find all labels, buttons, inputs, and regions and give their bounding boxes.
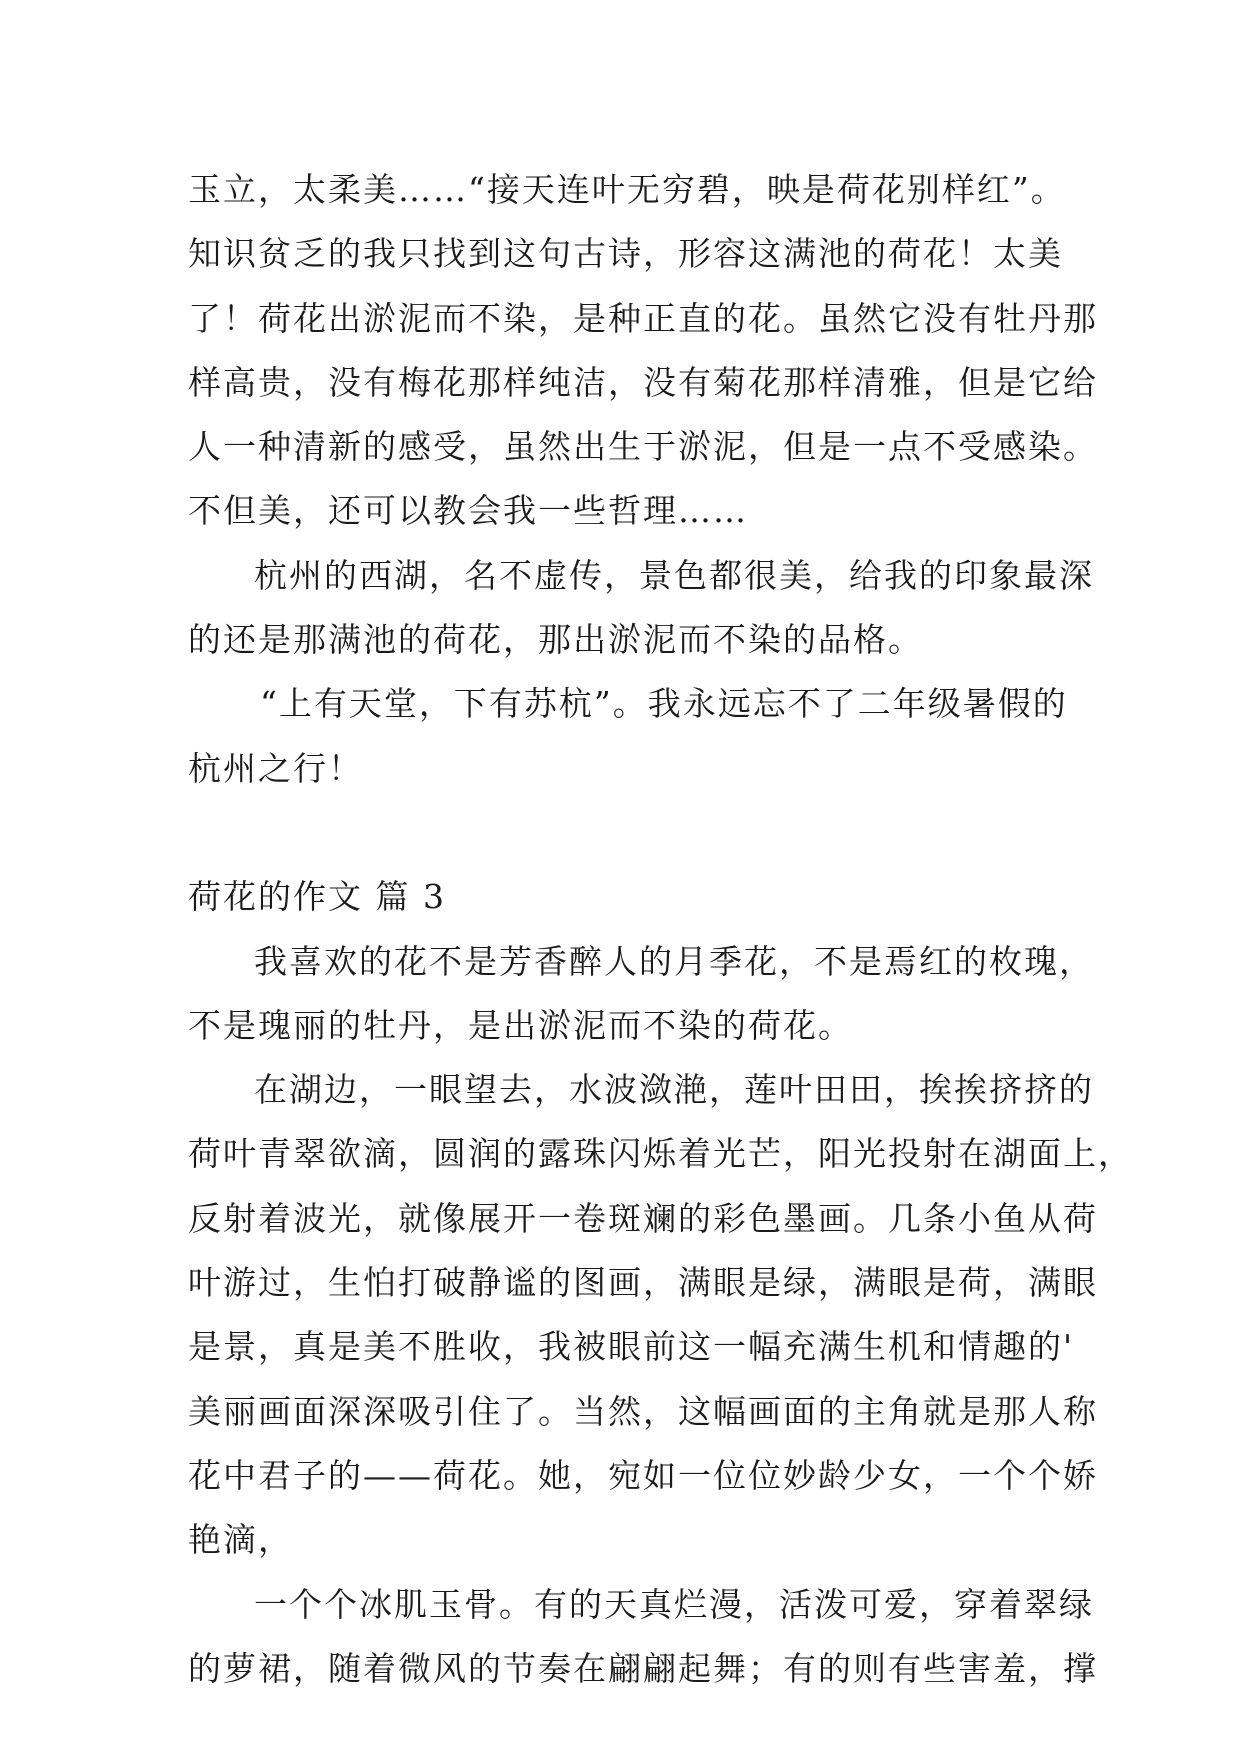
paragraph-line: 一个个冰肌玉骨。有的天真烂漫，活泼可爱，穿着翠绿 bbox=[254, 1584, 1094, 1624]
paragraph-line: 反射着波光，就像展开一卷斑斓的彩色墨画。几条小鱼从荷 bbox=[188, 1198, 1098, 1238]
paragraph-line: 知识贫乏的我只找到这句古诗，形容这满池的荷花！太美 bbox=[188, 234, 1063, 274]
paragraph-line: 花中君子的——荷花。她，宛如一位位妙龄少女，一个个娇 bbox=[188, 1455, 1098, 1495]
paragraph-line: 样高贵，没有梅花那样纯洁，没有菊花那样清雅，但是它给 bbox=[188, 362, 1098, 402]
paragraph-line: 的还是那满池的荷花，那出淤泥而不染的品格。 bbox=[188, 620, 923, 660]
paragraph-line: 叶游过，生怕打破静谧的图画，满眼是绿，满眼是荷，满眼 bbox=[188, 1263, 1098, 1303]
section-heading: 荷花的作文 篇 3 bbox=[188, 877, 446, 917]
paragraph-line: 我喜欢的花不是芳香醉人的月季花，不是焉红的枚瑰， bbox=[254, 941, 1094, 981]
paragraph-line: 在湖边，一眼望去，水波潋滟，莲叶田田，挨挨挤挤的 bbox=[254, 1070, 1094, 1110]
paragraph-line: 的萝裙，随着微风的节奏在翩翩起舞；有的则有些害羞，撑 bbox=[188, 1648, 1098, 1688]
paragraph-line: 玉立，太柔美……“接天连叶无穷碧，映是荷花别样红”。 bbox=[188, 170, 1066, 209]
paragraph-line: 是景，真是美不胜收，我被眼前这一幅充满生机和情趣的' bbox=[188, 1327, 1075, 1367]
paragraph-line: “上有天堂，下有苏杭”。我永远忘不了二年级暑假的 bbox=[260, 684, 1068, 724]
paragraph-line: 美丽画面深深吸引住了。当然，这幅画面的主角就是那人称 bbox=[188, 1391, 1098, 1431]
paragraph-line: 艳滴， bbox=[188, 1520, 293, 1560]
document-body bbox=[188, 158, 1133, 1701]
blank-line bbox=[188, 801, 1068, 865]
paragraph-line: 不但美，还可以教会我一些哲理…… bbox=[188, 491, 748, 531]
paragraph-line: 荷叶青翠欲滴，圆润的露珠闪烁着光芒，阳光投射在湖面上， bbox=[188, 1134, 1133, 1174]
paragraph-line: 了！荷花出淤泥而不染，是种正直的花。虽然它没有牡丹那 bbox=[188, 298, 1098, 338]
paragraph-line: 人一种清新的感受，虽然出生于淤泥，但是一点不受感染。 bbox=[188, 427, 1098, 467]
paragraph-line: 杭州的西湖，名不虚传，景色都很美，给我的印象最深 bbox=[254, 555, 1094, 595]
paragraph-line: 不是瑰丽的牡丹，是出淤泥而不染的荷花。 bbox=[188, 1005, 853, 1045]
paragraph-line: 杭州之行！ bbox=[188, 748, 363, 788]
